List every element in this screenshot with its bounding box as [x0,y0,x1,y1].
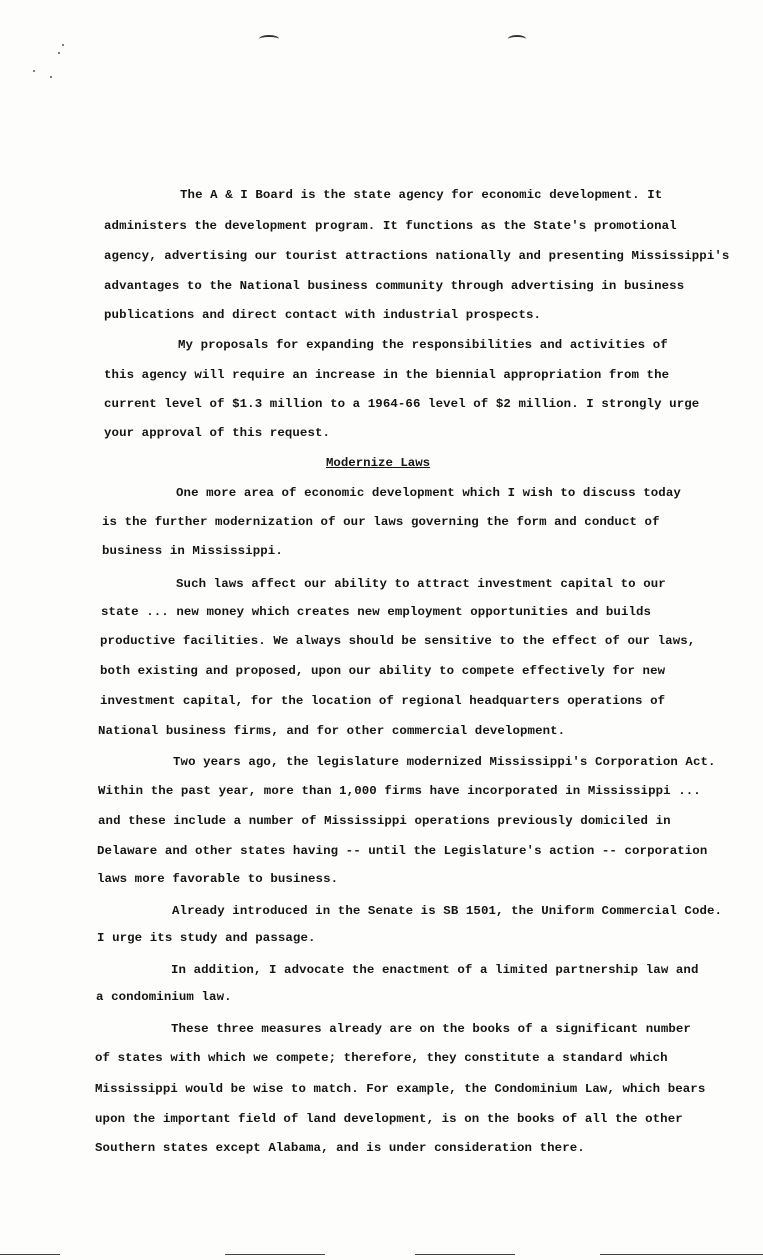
paragraph-2-line-2: this agency will require an increase in the biennial appropriation from the [104,368,670,382]
paragraph-5-line-4: Delaware and other states having -- until the Legislature's action -- corporation [97,844,708,858]
paragraph-4-line-5: investment capital, for the location of regional headquarters operations of [100,694,666,708]
paragraph-8-line-3: Mississippi would be wise to match. For example, the Condominium Law, which bears [95,1082,706,1096]
paragraph-5-line-3: and these include a number of Mississippi operations previously domiciled in [98,814,671,828]
paragraph-1-line-2: administers the development program. It functions as the State's promotional [104,219,677,233]
paragraph-4-line-3: productive facilities. We always should be sensitive to the effect of our laws, [100,634,696,648]
paragraph-6-line-1: Already introduced in the Senate is SB 1501, the Uniform Commercial Code. [172,904,723,918]
paragraph-6-line-2: I urge its study and passage. [97,931,316,945]
paragraph-1-line-5: publications and direct contact with industrial prospects. [104,308,542,322]
binding-mark-left [259,35,279,43]
bottom-scan-rule [225,1254,325,1255]
paragraph-7-line-1: In addition, I advocate the enactment of a limited partnership law and [171,963,699,977]
paragraph-3-line-2: is the further modernization of our laws governing the form and conduct of [102,515,660,529]
paragraph-8-line-2: of states with which we compete; therefore, they constitute a standard which [95,1051,668,1065]
paragraph-4-line-4: both existing and proposed, upon our ability to compete effectively for new [100,664,666,678]
scan-speck [50,76,52,78]
paragraph-2-line-4: your approval of this request. [104,426,331,440]
paragraph-5-line-1: Two years ago, the legislature modernized Mississippi's Corporation Act. [173,755,716,769]
paragraph-3-line-1: One more area of economic development which I wish to discuss today [176,486,681,500]
paragraph-4-line-6: National business firms, and for other commercial development. [98,724,566,738]
paragraph-1-line-4: advantages to the National business community through advertising in business [104,279,685,293]
bottom-scan-rule [600,1254,763,1255]
scan-speck [58,52,60,54]
paragraph-4-line-2: state ... new money which creates new employment opportunities and builds [101,605,652,619]
paragraph-2-line-3: current level of $1.3 million to a 1964-66 level of $2 million. I strongly urge [104,397,700,411]
bottom-scan-rule [0,1254,60,1255]
paragraph-8-line-5: Southern states except Alabama, and is under consideration there. [95,1141,585,1155]
paragraph-8-line-1: These three measures already are on the books of a significant number [171,1022,691,1036]
bottom-scan-rule [415,1254,515,1255]
paragraph-5-line-2: Within the past year, more than 1,000 firms have incorporated in Mississippi ... [98,784,701,798]
paragraph-4-line-1: Such laws affect our ability to attract investment capital to our [176,577,666,591]
paragraph-3-line-3: business in Mississippi. [102,544,283,558]
paragraph-8-line-4: upon the important field of land development, is on the books of all the other [95,1112,683,1126]
paragraph-1-line-3: agency, advertising our tourist attractions nationally and presenting Mississippi's [104,249,730,263]
section-heading: Modernize Laws [326,456,431,470]
scan-speck [62,44,64,46]
paragraph-2-line-1: My proposals for expanding the responsibilities and activities of [178,338,668,352]
scan-speck [33,70,35,72]
binding-mark-right [508,35,526,43]
paragraph-5-line-5: laws more favorable to business. [97,872,339,886]
paragraph-7-line-2: a condominium law. [96,990,232,1004]
paragraph-1-line-1: The A & I Board is the state agency for economic development. It [180,188,663,202]
